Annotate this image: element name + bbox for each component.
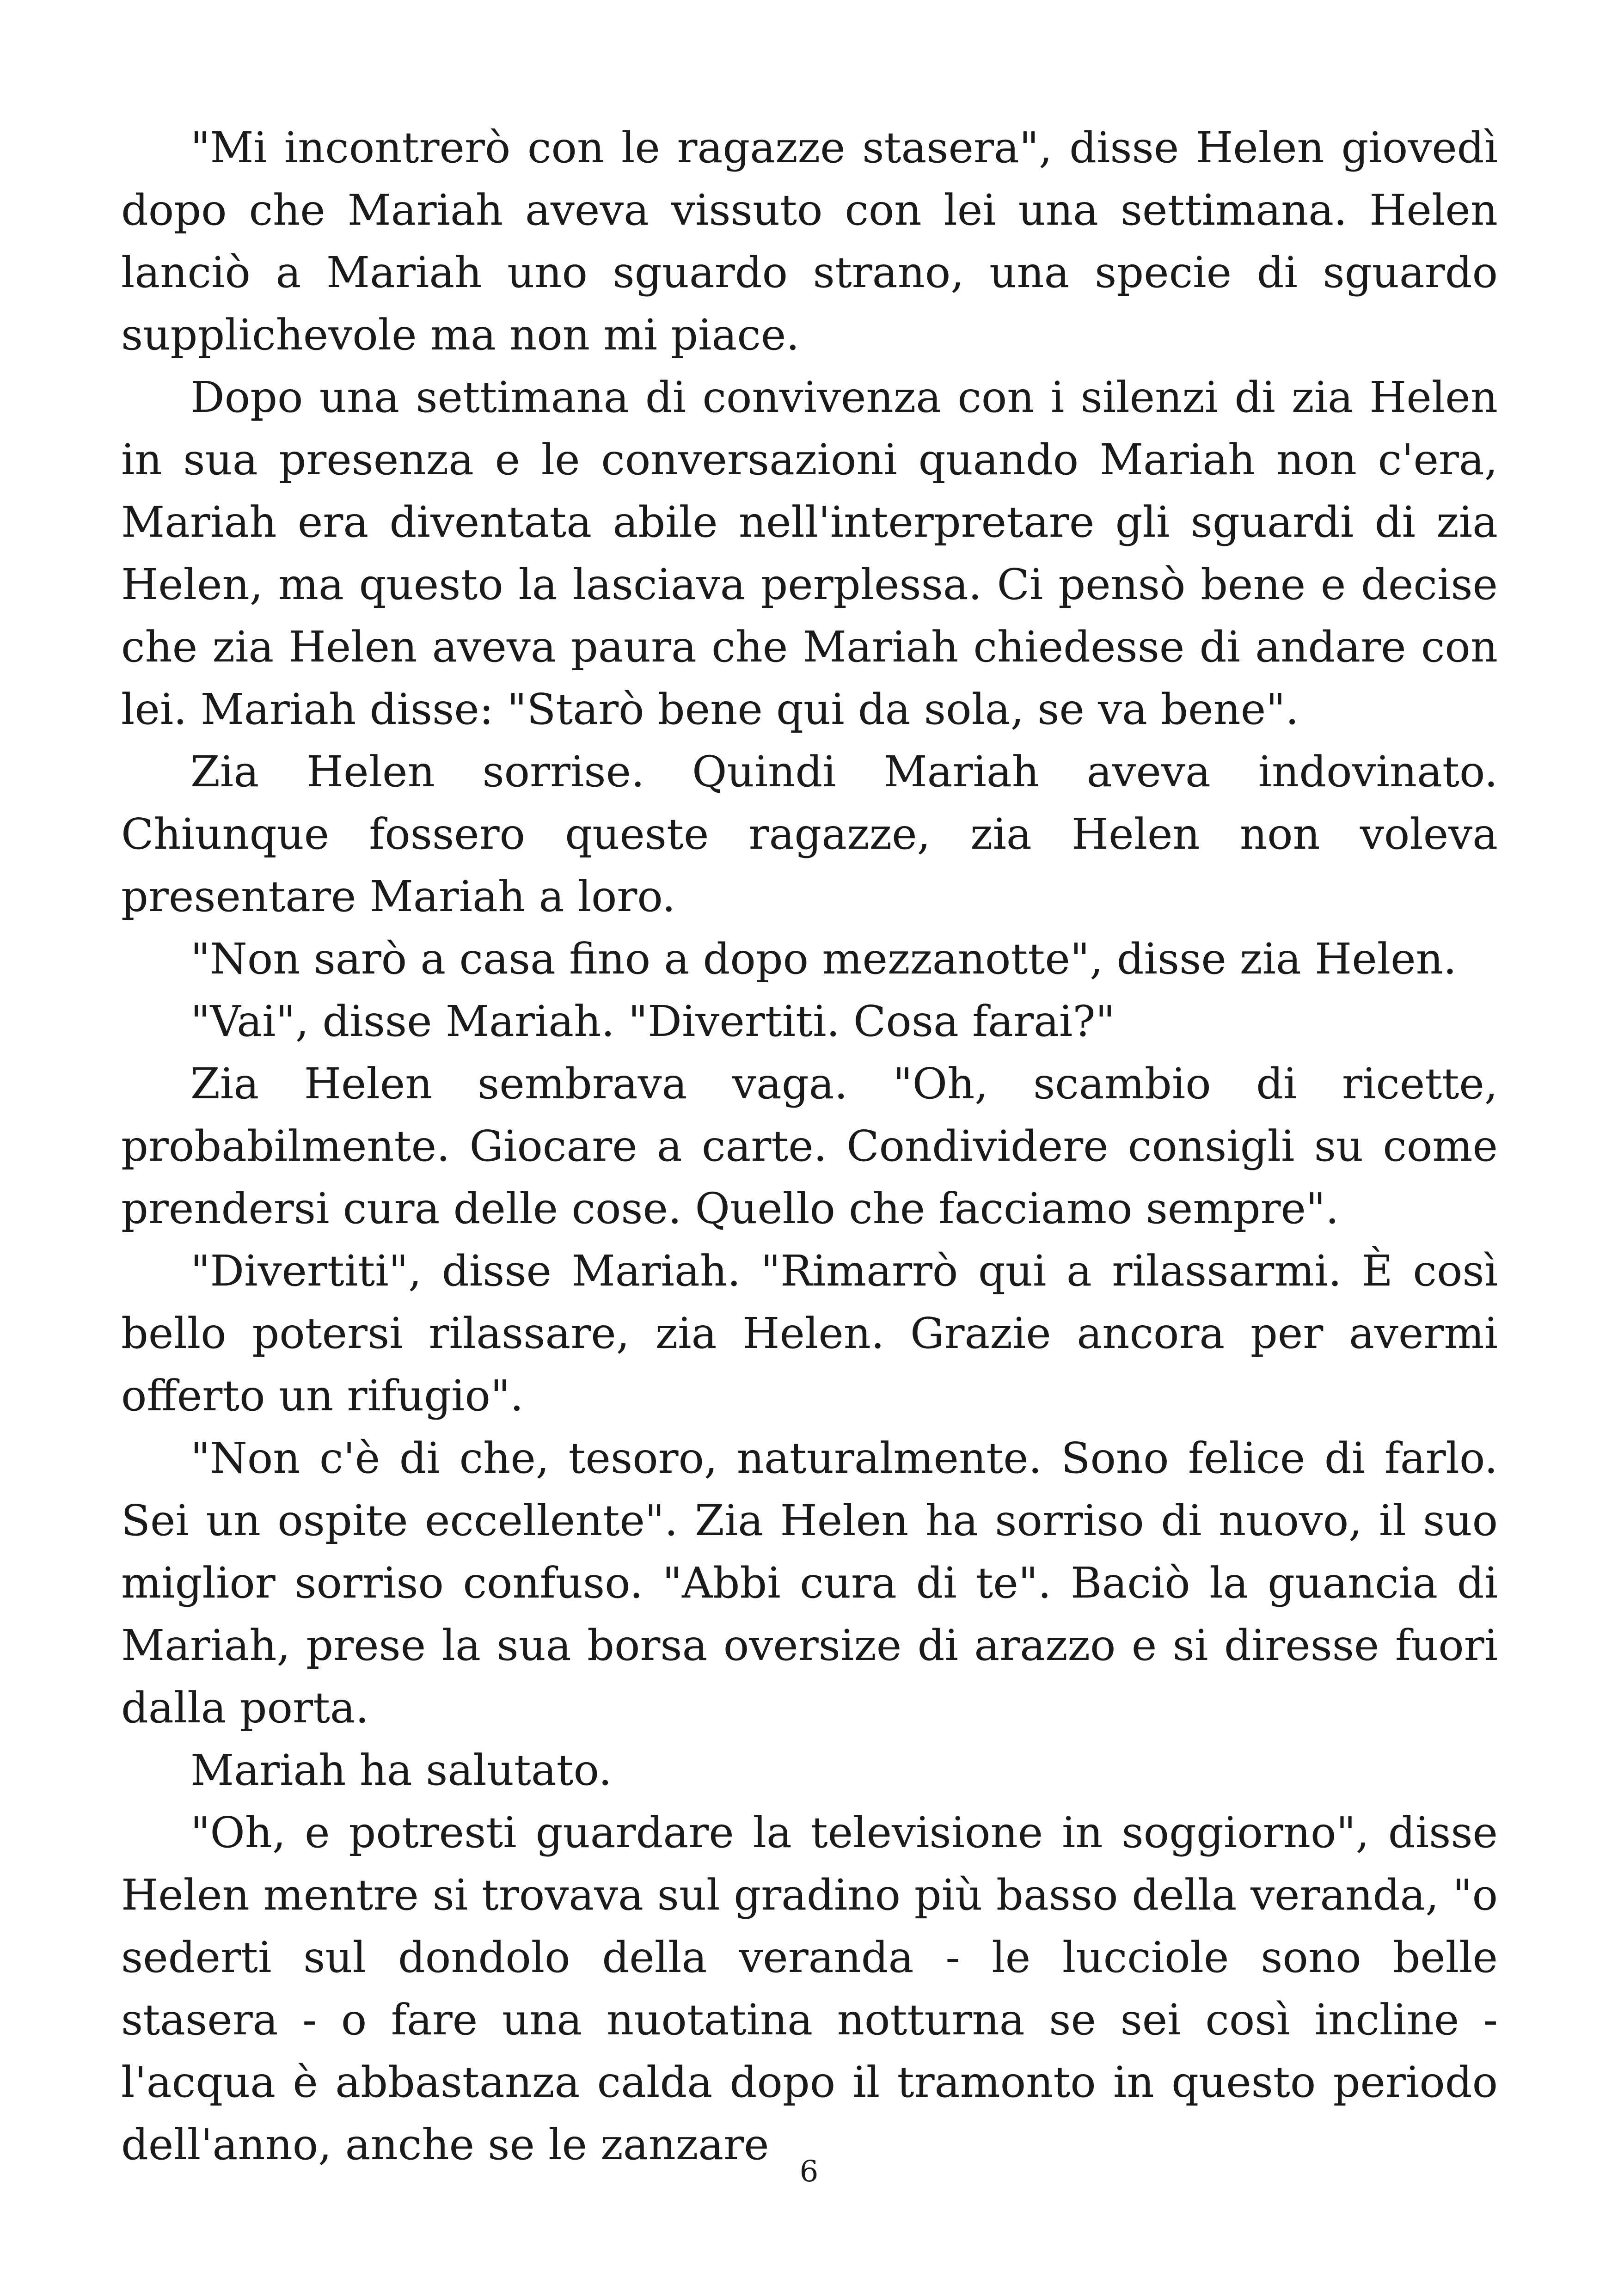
paragraph-9: Mariah ha salutato. [190,1745,612,1795]
paragraph-10: "Oh, e potresti guardare la televisione in soggiorno", disse Helen mentre si trovava sul gradino più basso della veranda, "o sederti sul dondolo della veranda - le lucciole sono belle stasera - o fare una nuotatina notturna se sei così incline - l'acqua è abbastanza calda dopo il tramonto in questo periodo dell'anno, anche se le zanzare [121,1808,1498,2169]
paragraph-8: "Non c'è di che, tesoro, naturalmente. Sono felice di farlo. Sei un ospite eccellente". Zia Helen ha sorriso di nuovo, il suo miglior sorriso confuso. "Abbi cura di te". Baciò la guancia di Mariah, prese la sua borsa oversize di arazzo e si diresse fuori dalla porta. [121,1433,1498,1733]
paragraph-7: "Divertiti", disse Mariah. "Rimarrò qui a rilassarmi. È così bello potersi rilassare, zia Helen. Grazie ancora per avermi offerto un rifugio". [121,1246,1498,1420]
body-text [121,116,1498,2176]
paragraph-5: "Vai", disse Mariah. "Divertiti. Cosa farai?" [190,997,1115,1046]
page-number: 6 [799,2155,819,2189]
paragraph-1: "Mi incontrerò con le ragazze stasera", disse Helen giovedì dopo che Mariah aveva vissuto con lei una settimana. Helen lanciò a Mariah uno sguardo strano, una specie di sguardo supplichevole ma non mi piace. [121,123,1498,360]
paragraph-4: "Non sarò a casa fino a dopo mezzanotte", disse zia Helen. [190,934,1457,984]
paragraph-3: Zia Helen sorrise. Quindi Mariah aveva indovinato. Chiunque fossero queste ragazze, zia Helen non voleva presentare Mariah a loro. [121,747,1498,921]
paragraph-6: Zia Helen sembrava vaga. "Oh, scambio di ricette, probabilmente. Giocare a carte. Condividere consigli su come prendersi cura delle cose. Quello che facciamo sempre". [121,1059,1498,1233]
paragraph-2: Dopo una settimana di convivenza con i silenzi di zia Helen in sua presenza e le conversazioni quando Mariah non c'era, Mariah era diventata abile nell'interpretare gli sguardi di zia Helen, ma questo la lasciava perplessa. Ci pensò bene e decise che zia Helen aveva paura che Mariah chiedesse di andare con lei. Mariah disse: "Starò bene qui da sola, se va bene". [121,373,1498,734]
